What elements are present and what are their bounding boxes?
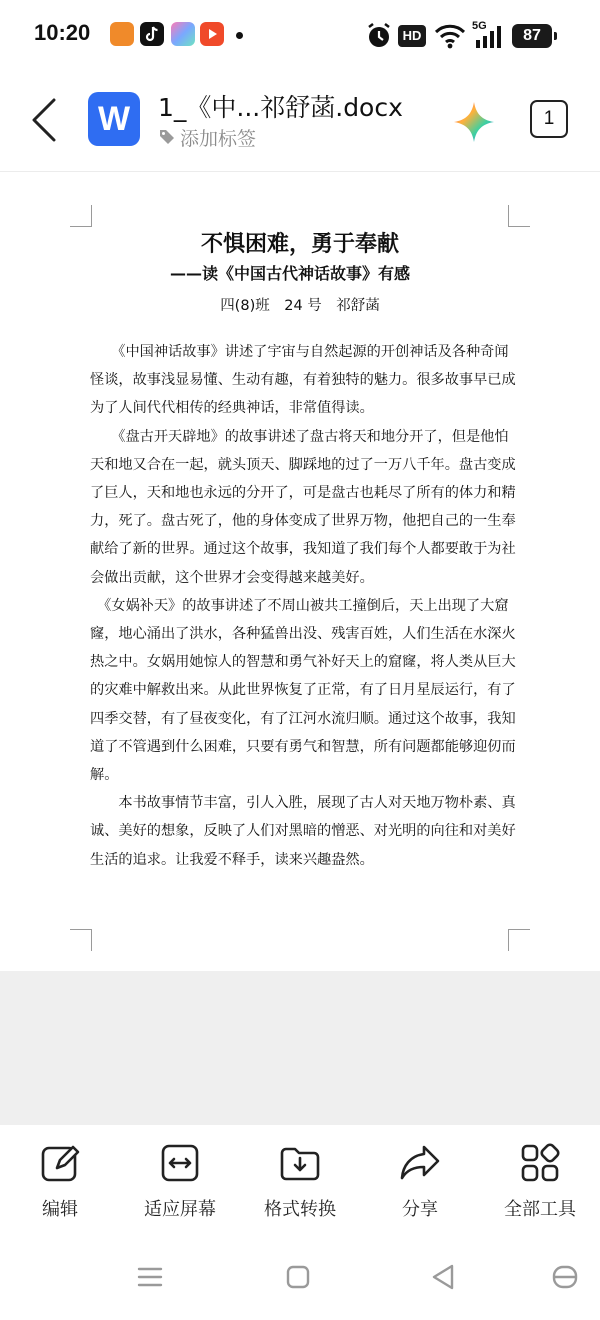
tiktok-icon bbox=[140, 22, 164, 46]
share-icon bbox=[398, 1141, 442, 1185]
margin-corner-top-right bbox=[508, 205, 530, 227]
essay-title: 不惧困难，勇于奉献 bbox=[200, 232, 399, 257]
battery-indicator: 87 bbox=[512, 24, 552, 48]
alarm-icon bbox=[366, 22, 392, 50]
essay-body bbox=[90, 338, 522, 874]
folder-download-icon bbox=[278, 1141, 322, 1185]
format-convert-label: 格式转换 bbox=[264, 1199, 336, 1220]
home-icon bbox=[282, 1261, 314, 1293]
margin-corner-bottom-left bbox=[70, 929, 92, 951]
ai-assistant-button[interactable] bbox=[452, 100, 496, 144]
paragraph: 《女娲补天》的故事讲述了不周山被共工撞倒后，天上出现了大窟窿，地心涌出了洪水，各种猛兽出没、残害百姓，人们生活在水深火热之中。女娲用她惊人的智慧和勇气补好天上的窟窿，将人类从巨大的灾难中解救出来。从此世界恢复了正常，有了日月星辰运行，有了四季交替，有了昼夜变化，有了江河水流归顺。通过这个故事，我知道了不管遇到什么困难，只要有勇气和智慧，所有问题都能够迎仞而解。 bbox=[90, 597, 516, 784]
back-triangle-icon bbox=[428, 1261, 460, 1293]
all-tools-label: 全部工具 bbox=[504, 1199, 576, 1220]
all-tools-button[interactable] bbox=[485, 1141, 595, 1231]
back-button[interactable] bbox=[26, 96, 66, 144]
assistant-icon bbox=[549, 1261, 581, 1293]
word-file-icon: W bbox=[88, 92, 140, 146]
paragraph: 本书故事情节丰富，引人入胜，展现了古人对天地万物朴素、真诚、美好的想象，反映了人们对黑暗的憎恶、对光明的向往和对美好生活的追求。让我爱不释手，读来兴趣盎然。 bbox=[90, 795, 516, 868]
assistant-nav-button[interactable] bbox=[549, 1261, 581, 1293]
tag-icon bbox=[158, 128, 176, 146]
home-nav-button[interactable] bbox=[282, 1261, 314, 1293]
document-header bbox=[0, 72, 600, 172]
wifi-icon bbox=[434, 22, 466, 50]
share-button[interactable] bbox=[365, 1141, 475, 1231]
app-icon-gallery bbox=[171, 22, 195, 46]
status-time: 10:20 bbox=[34, 20, 91, 45]
app-icon-video bbox=[200, 22, 224, 46]
all-tools-icon bbox=[518, 1141, 562, 1185]
chevron-left-icon bbox=[26, 96, 66, 144]
margin-corner-bottom-right bbox=[508, 929, 530, 951]
page-count-button[interactable]: 1 bbox=[530, 100, 568, 138]
fit-screen-button[interactable] bbox=[125, 1141, 235, 1231]
paragraph: 《盘古开天辟地》的故事讲述了盘古将天和地分开了，但是他怕天和地又合在一起，就头顶天、脚踩地的过了一万八千年。盘古变成了巨人，天和地也永远的分开了，可是盘古也耗尽了所有的体力和精力，死了。盘古死了，他的身体变成了世界万物，他把自己的一生奉献给了新的世界。通过这个故事，我知道了我们每个人都要敢于为社会做出贡献，这个世界才会变得越来越美好。 bbox=[90, 428, 516, 586]
edit-label: 编辑 bbox=[42, 1199, 78, 1220]
document-title[interactable]: 1_《中...祁舒菡.docx bbox=[158, 93, 403, 122]
network-label: 5G bbox=[472, 20, 487, 32]
menu-icon bbox=[134, 1261, 166, 1293]
sparkle-icon bbox=[452, 100, 496, 144]
signal-icon bbox=[474, 22, 506, 50]
essay-author: 四(8)班 24 号 祁舒菡 bbox=[220, 298, 380, 314]
notification-dot bbox=[236, 32, 243, 39]
add-tag-button[interactable] bbox=[158, 124, 256, 150]
edit-button[interactable] bbox=[5, 1141, 115, 1231]
back-nav-button[interactable] bbox=[428, 1261, 460, 1293]
document-background bbox=[0, 971, 600, 1125]
menu-nav-button[interactable] bbox=[134, 1261, 166, 1293]
essay-subtitle: ——读《中国古代神话故事》有感 bbox=[170, 264, 411, 283]
share-label: 分享 bbox=[402, 1199, 438, 1220]
app-icon-shopping bbox=[110, 22, 134, 46]
fit-screen-icon bbox=[158, 1141, 202, 1185]
add-tag-label: 添加标签 bbox=[180, 127, 257, 150]
document-page[interactable] bbox=[0, 173, 600, 971]
fit-screen-label: 适应屏幕 bbox=[144, 1199, 216, 1220]
bottom-toolbar bbox=[0, 1125, 600, 1235]
system-nav-bar bbox=[0, 1235, 600, 1320]
margin-corner-top-left bbox=[70, 205, 92, 227]
paragraph: 《中国神话故事》讲述了宇宙与自然起源的开创神话及各种奇闻怪谈，故事浅显易懂、生动有趣，有着独特的魅力。很多故事早已成为了人间代代相传的经典神话，非常值得读。 bbox=[90, 344, 516, 417]
status-bar bbox=[0, 0, 600, 72]
format-convert-button[interactable] bbox=[245, 1141, 355, 1231]
hd-badge: HD bbox=[398, 25, 426, 47]
edit-icon bbox=[38, 1141, 82, 1185]
